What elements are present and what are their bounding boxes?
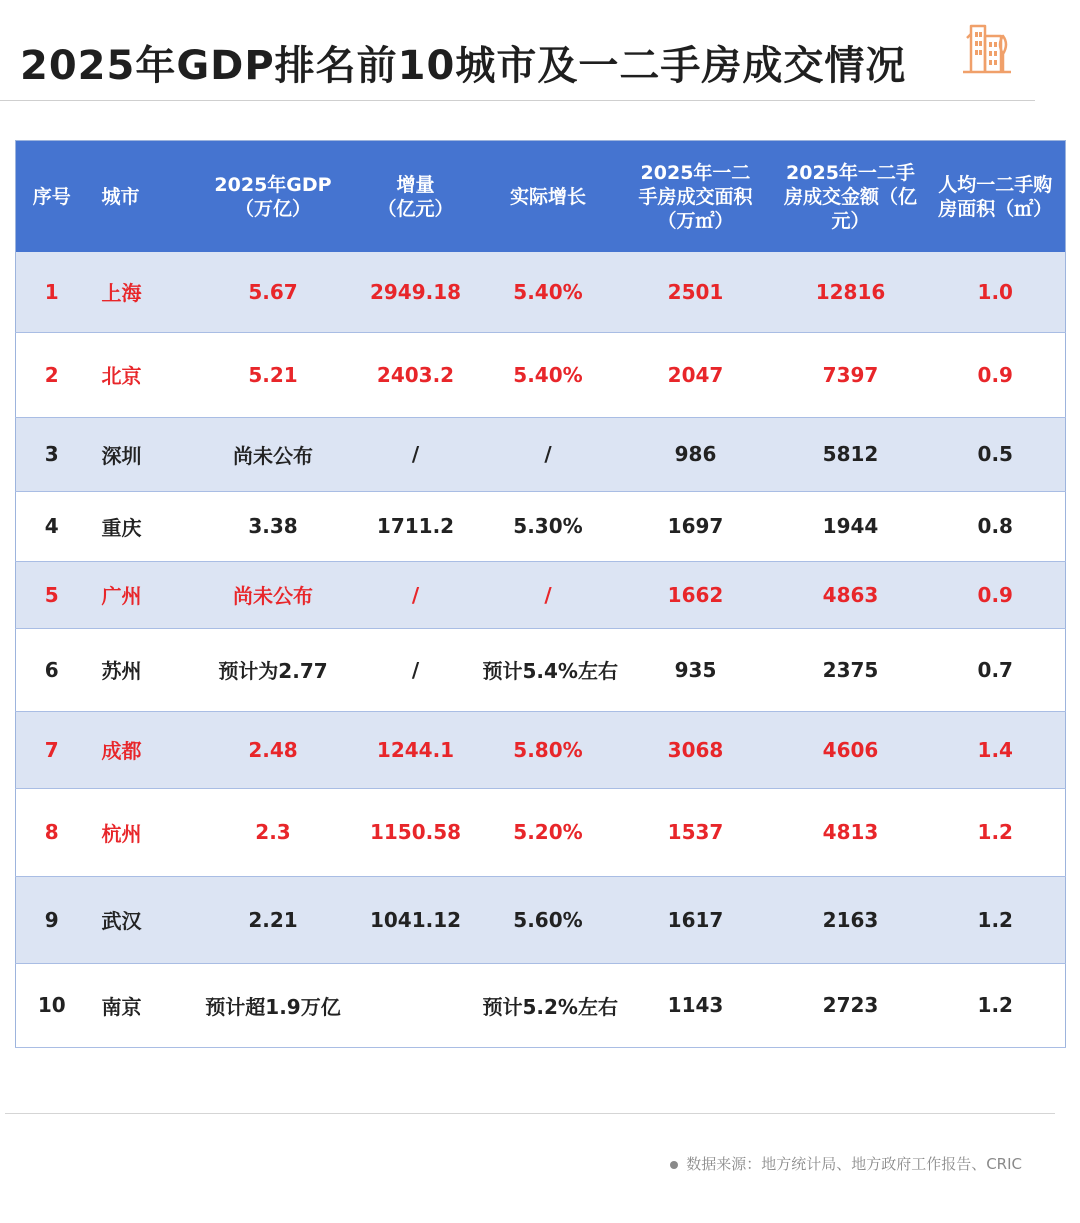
table-cell: 0.5 xyxy=(926,417,1066,491)
table-cell: / xyxy=(351,561,481,628)
table-cell: 2501 xyxy=(616,252,776,332)
table-cell: 4813 xyxy=(776,788,926,876)
table-cell: 1.2 xyxy=(926,963,1066,1047)
table-row xyxy=(16,876,1066,963)
table-cell: 南京 xyxy=(88,963,196,1047)
table-cell: 5.21 xyxy=(196,332,351,417)
table-cell: 5.30% xyxy=(481,491,616,561)
table-cell: 1711.2 xyxy=(351,491,481,561)
table-cell: / xyxy=(351,628,481,711)
table-cell: 1617 xyxy=(616,876,776,963)
table-cell: 1244.1 xyxy=(351,711,481,788)
gdp-housing-table xyxy=(15,140,1066,1048)
column-header: 实际增长 xyxy=(481,141,616,253)
table-cell: 935 xyxy=(616,628,776,711)
table-cell: 1662 xyxy=(616,561,776,628)
column-header: 增量 （亿元） xyxy=(351,141,481,253)
table-cell: 预计5.2%左右 xyxy=(481,963,616,1047)
source-note xyxy=(670,1153,1022,1174)
table-cell: 5.60% xyxy=(481,876,616,963)
table-row xyxy=(16,417,1066,491)
table-cell: 7397 xyxy=(776,332,926,417)
table-cell: 1.4 xyxy=(926,711,1066,788)
table-row xyxy=(16,491,1066,561)
table-cell: 武汉 xyxy=(88,876,196,963)
table-row xyxy=(16,628,1066,711)
table-cell: 5.67 xyxy=(196,252,351,332)
column-header: 序号 xyxy=(16,141,88,253)
table-cell: 3 xyxy=(16,417,88,491)
table-cell: 0.8 xyxy=(926,491,1066,561)
table-cell: 5812 xyxy=(776,417,926,491)
table-header-row xyxy=(16,141,1066,253)
table-cell: / xyxy=(351,417,481,491)
table-cell: 10 xyxy=(16,963,88,1047)
table-row xyxy=(16,252,1066,332)
table-cell: 0.9 xyxy=(926,332,1066,417)
table-row xyxy=(16,788,1066,876)
table-cell: 1.0 xyxy=(926,252,1066,332)
table-cell: 杭州 xyxy=(88,788,196,876)
table-cell: 4606 xyxy=(776,711,926,788)
table-row xyxy=(16,332,1066,417)
source-text: 数据来源：地方统计局、地方政府工作报告、CRIC xyxy=(686,1155,1022,1173)
column-header: 城市 xyxy=(88,141,196,253)
table-cell: 0.9 xyxy=(926,561,1066,628)
table-cell: 北京 xyxy=(88,332,196,417)
table-cell: 5.20% xyxy=(481,788,616,876)
table-cell: 3.38 xyxy=(196,491,351,561)
table-cell: 2403.2 xyxy=(351,332,481,417)
table-cell: 尚未公布 xyxy=(196,417,351,491)
table-cell: 5 xyxy=(16,561,88,628)
table-cell xyxy=(351,963,481,1047)
table-cell: 1 xyxy=(16,252,88,332)
table-cell: 2949.18 xyxy=(351,252,481,332)
table-cell: 尚未公布 xyxy=(196,561,351,628)
table-cell: 0.7 xyxy=(926,628,1066,711)
table-cell: 5.40% xyxy=(481,252,616,332)
table-row xyxy=(16,711,1066,788)
table-cell: 1944 xyxy=(776,491,926,561)
table-cell: 预计超1.9万亿 xyxy=(196,963,351,1047)
table-cell: 上海 xyxy=(88,252,196,332)
table-cell: / xyxy=(481,417,616,491)
table-cell: 预计为2.77 xyxy=(196,628,351,711)
table-cell: 5.80% xyxy=(481,711,616,788)
table-cell: 1041.12 xyxy=(351,876,481,963)
table-cell: 2.48 xyxy=(196,711,351,788)
table-cell: 深圳 xyxy=(88,417,196,491)
table-cell: 广州 xyxy=(88,561,196,628)
table-cell: 2163 xyxy=(776,876,926,963)
table-cell: 8 xyxy=(16,788,88,876)
table-cell: 4 xyxy=(16,491,88,561)
column-header: 2025年一二 手房成交面积 （万㎡） xyxy=(616,141,776,253)
table-cell: 重庆 xyxy=(88,491,196,561)
table-cell: 3068 xyxy=(616,711,776,788)
table-cell: 2 xyxy=(16,332,88,417)
table-cell: 2047 xyxy=(616,332,776,417)
table-cell: 1.2 xyxy=(926,876,1066,963)
table-cell: 1697 xyxy=(616,491,776,561)
table-row xyxy=(16,963,1066,1047)
table-cell: 成都 xyxy=(88,711,196,788)
table-cell: 2.21 xyxy=(196,876,351,963)
table-cell: 9 xyxy=(16,876,88,963)
table-cell: 1537 xyxy=(616,788,776,876)
table-row xyxy=(16,561,1066,628)
page-title: 2025年GDP排名前10城市及一二手房成交情况 xyxy=(20,43,907,89)
title-divider xyxy=(0,100,1035,101)
table-cell: / xyxy=(481,561,616,628)
table-cell: 2.3 xyxy=(196,788,351,876)
table-cell: 5.40% xyxy=(481,332,616,417)
bullet-icon xyxy=(670,1161,678,1169)
table-cell: 1143 xyxy=(616,963,776,1047)
table-cell: 7 xyxy=(16,711,88,788)
table-cell: 1150.58 xyxy=(351,788,481,876)
footer-divider xyxy=(5,1113,1055,1114)
table-cell: 1.2 xyxy=(926,788,1066,876)
table-cell: 2723 xyxy=(776,963,926,1047)
table-cell: 986 xyxy=(616,417,776,491)
table-cell: 6 xyxy=(16,628,88,711)
table-cell: 4863 xyxy=(776,561,926,628)
table-cell: 12816 xyxy=(776,252,926,332)
column-header: 人均一二手购 房面积（㎡） xyxy=(926,141,1066,253)
table-cell: 预计5.4%左右 xyxy=(481,628,616,711)
table-cell: 2375 xyxy=(776,628,926,711)
table-cell: 苏州 xyxy=(88,628,196,711)
building-icon xyxy=(955,14,1017,76)
column-header: 2025年GDP （万亿） xyxy=(196,141,351,253)
column-header: 2025年一二手 房成交金额（亿 元） xyxy=(776,141,926,253)
